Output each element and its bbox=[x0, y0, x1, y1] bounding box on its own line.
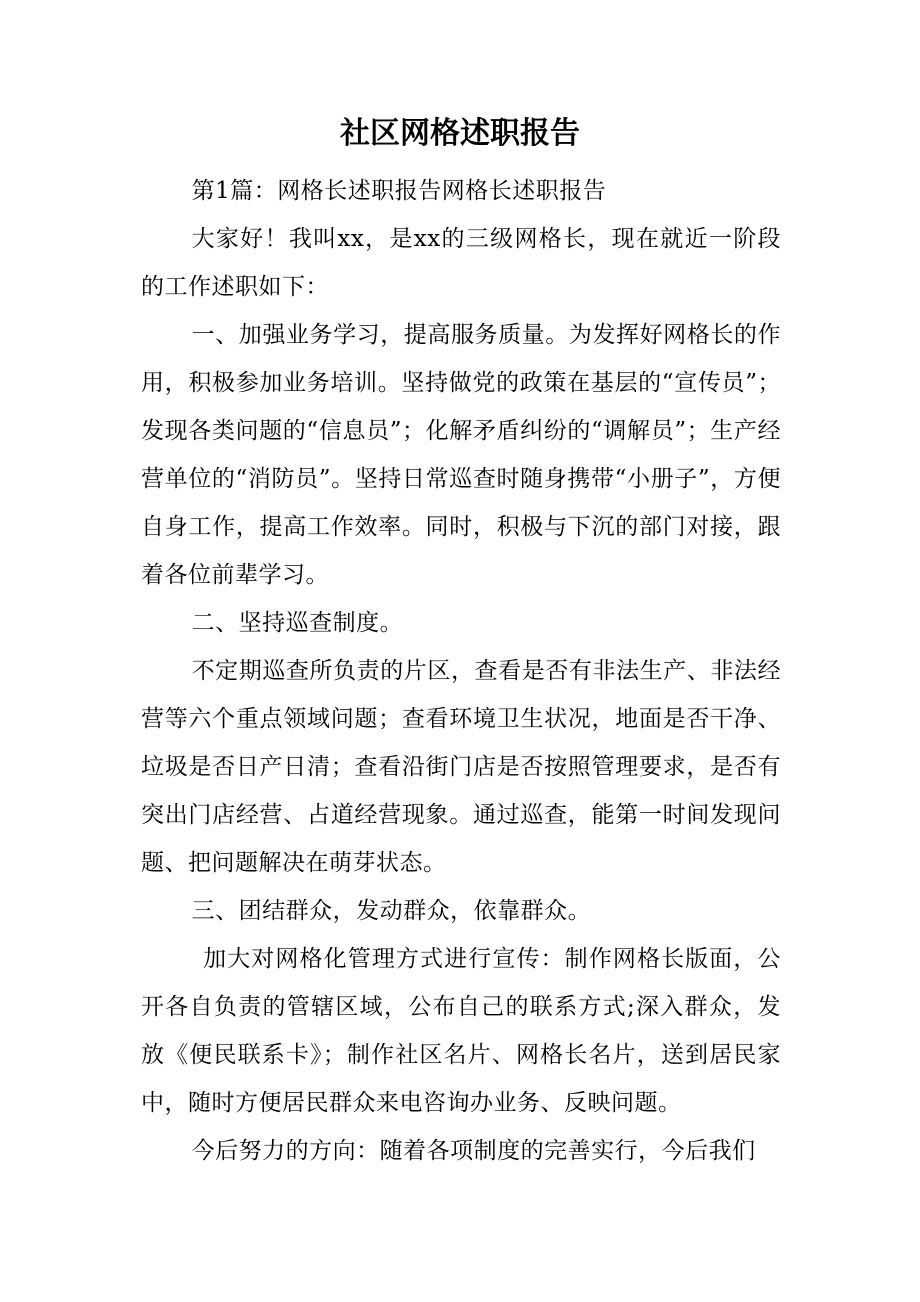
paragraph-point-two-heading: 二、坚持巡查制度。 bbox=[191, 610, 404, 636]
paragraph-point-three-heading: 三、团结群众，发动群众，依靠群众。 bbox=[191, 898, 592, 924]
document-title: 社区网格述职报告 bbox=[340, 116, 580, 151]
paragraph-greeting: 大家好！我叫xx，是xx的三级网格长，现在就近一阶段的工作述职如下： bbox=[141, 226, 781, 300]
paragraph-patrol-details: 不定期巡查所负责的片区，查看是否有非法生产、非法经营等六个重点领域问题；查看环境卫生状况，地面是否干净、垃圾是否日产日清；查看沿街门店是否按照管理要求，是否有突出门店经营、占道经营现象。通过巡查，能第一时间发现问题、把问题解决在萌芽状态。 bbox=[141, 658, 781, 876]
paragraph-section-heading: 第1篇：网格长述职报告网格长述职报告 bbox=[191, 178, 607, 204]
document-body bbox=[141, 167, 781, 1175]
paragraph-point-one: 一、加强业务学习，提高服务质量。为发挥好网格长的作用，积极参加业务培训。坚持做党的政策在基层的“宣传员”；发现各类问题的“信息员”；化解矛盾纠纷的“调解员”；生产经营单位的“消防员”。坚持日常巡查时随身携带“小册子”，方便自身工作，提高工作效率。同时，积极与下沉的部门对接，跟着各位前辈学习。 bbox=[141, 322, 781, 588]
paragraph-future-direction: 今后努力的方向：随着各项制度的完善实行，今后我们 bbox=[191, 1138, 756, 1164]
paragraph-publicity-details: 加大对网格化管理方式进行宣传：制作网格长版面，公开各自负责的管辖区域，公布自己的联系方式;深入群众，发放《便民联系卡》；制作社区名片、网格长名片，送到居民家中，随时方便居民群众来电咨询办业务、反映问题。 bbox=[141, 946, 781, 1116]
